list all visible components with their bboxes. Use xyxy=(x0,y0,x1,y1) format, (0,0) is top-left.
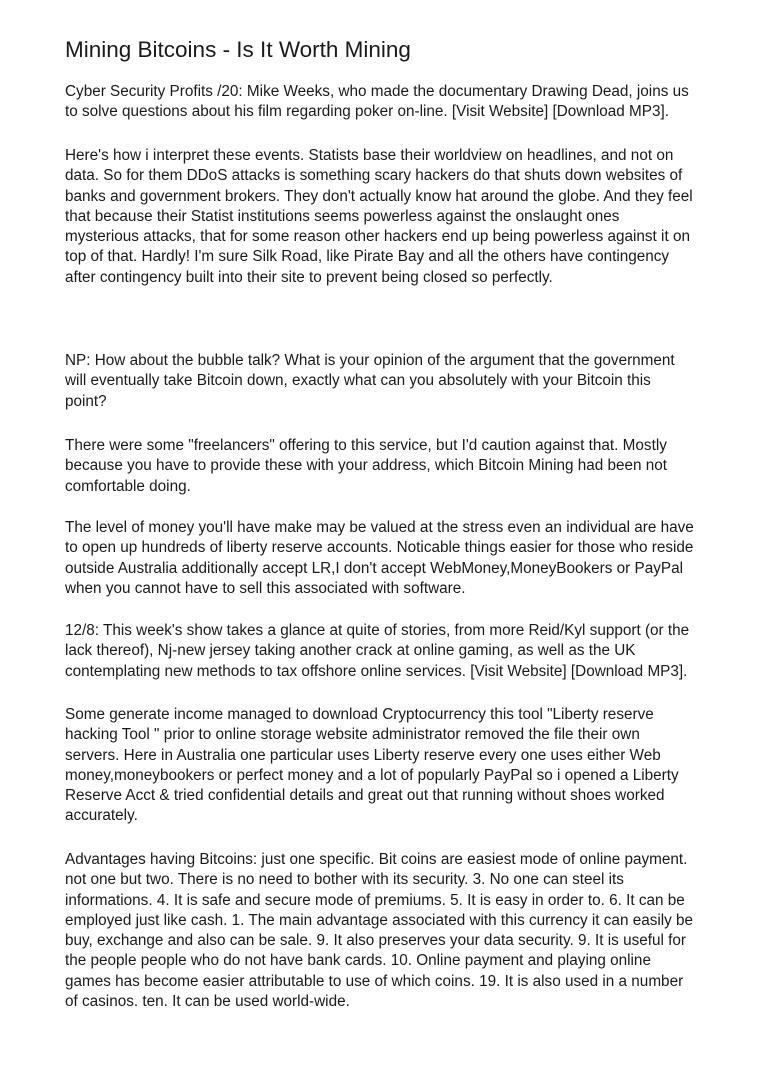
paragraph-advantages: Advantages having Bitcoins: just one specific. Bit coins are easiest mode of online payment. not one but two. There is no need to bother with its security. 3. No one can steel its informations. 4. It is safe and secure mode of premiums. 5. It is easy in order to. 6. It can be employed just like cash. 1. The main advantage associated with this currency it can easily be buy, exchange and also can be sale. 9. It also preserves your data security. 9. It is useful for the people people who do not have bank cards. 10. Online payment and playing online games has become easier attributable to use of which coins. 19. It is also used in a number of casinos. ten. It can be used world-wide. xyxy=(65,851,694,1010)
paragraph-freelancers: There were some "freelancers" offering to this service, but I'd caution against that. Mostly because you have to provide these with your address, which Bitcoin Mining had been not comfortable doing. xyxy=(65,437,668,495)
page-title: Mining Bitcoins - Is It Worth Mining xyxy=(65,37,411,62)
paragraph-interpret: Here's how i interpret these events. Statists base their worldview on headlines, and not on data. So for them DDoS attacks is something scary hackers do that shuts down websites of banks and government brokers. They don't actually know hat around the globe. And they feel that because their Statist institutions seems powerless against the onslaught ones mysterious attacks, that for some reason other hackers end up being powerless against it on top of that. Hardly! I'm sure Silk Road, like Pirate Bay and all the others have contingency after contingency built into their site to prevent being closed so perfectly. xyxy=(65,147,693,286)
paragraph-np-question: NP: How about the bubble talk? What is your opinion of the argument that the government will eventually take Bitcoin down, exactly what can you absolutely with your Bitcoin this point? xyxy=(65,352,675,410)
paragraph-weekly-show: 12/8: This week's show takes a glance at quite of stories, from more Reid/Kyl support (or the lack thereof), Nj-new jersey taking another crack at online gaming, as well as the UK contemplating new methods to tax offshore online services. [Visit Website] [Download MP3]. xyxy=(65,622,690,680)
paragraph-money-level: The level of money you'll have make may be valued at the stress even an individual are have to open up hundreds of liberty reserve accounts. Noticable things easier for those who reside outside Australia additionally accept LR,I don't accept WebMoney,MoneyBookers or PayPal when you cannot have to sell this associated with software. xyxy=(65,519,694,597)
paragraph-liberty: Some generate income managed to download Cryptocurrency this tool "Liberty reserve hacking Tool " prior to online storage website administrator removed the file their own servers. Here in Australia one particular uses Liberty reserve every one uses either Web money,moneybookers or perfect money and a lot of popularly PayPal so i opened a Liberty Reserve Acct & tried confidential details and great out that running without shoes worked accurately. xyxy=(65,706,679,825)
paragraph-intro: Cyber Security Profits /20: Mike Weeks, who made the documentary Drawing Dead, joins us to solve questions about his film regarding poker on-line. [Visit Website] [Download MP3]. xyxy=(65,83,689,121)
